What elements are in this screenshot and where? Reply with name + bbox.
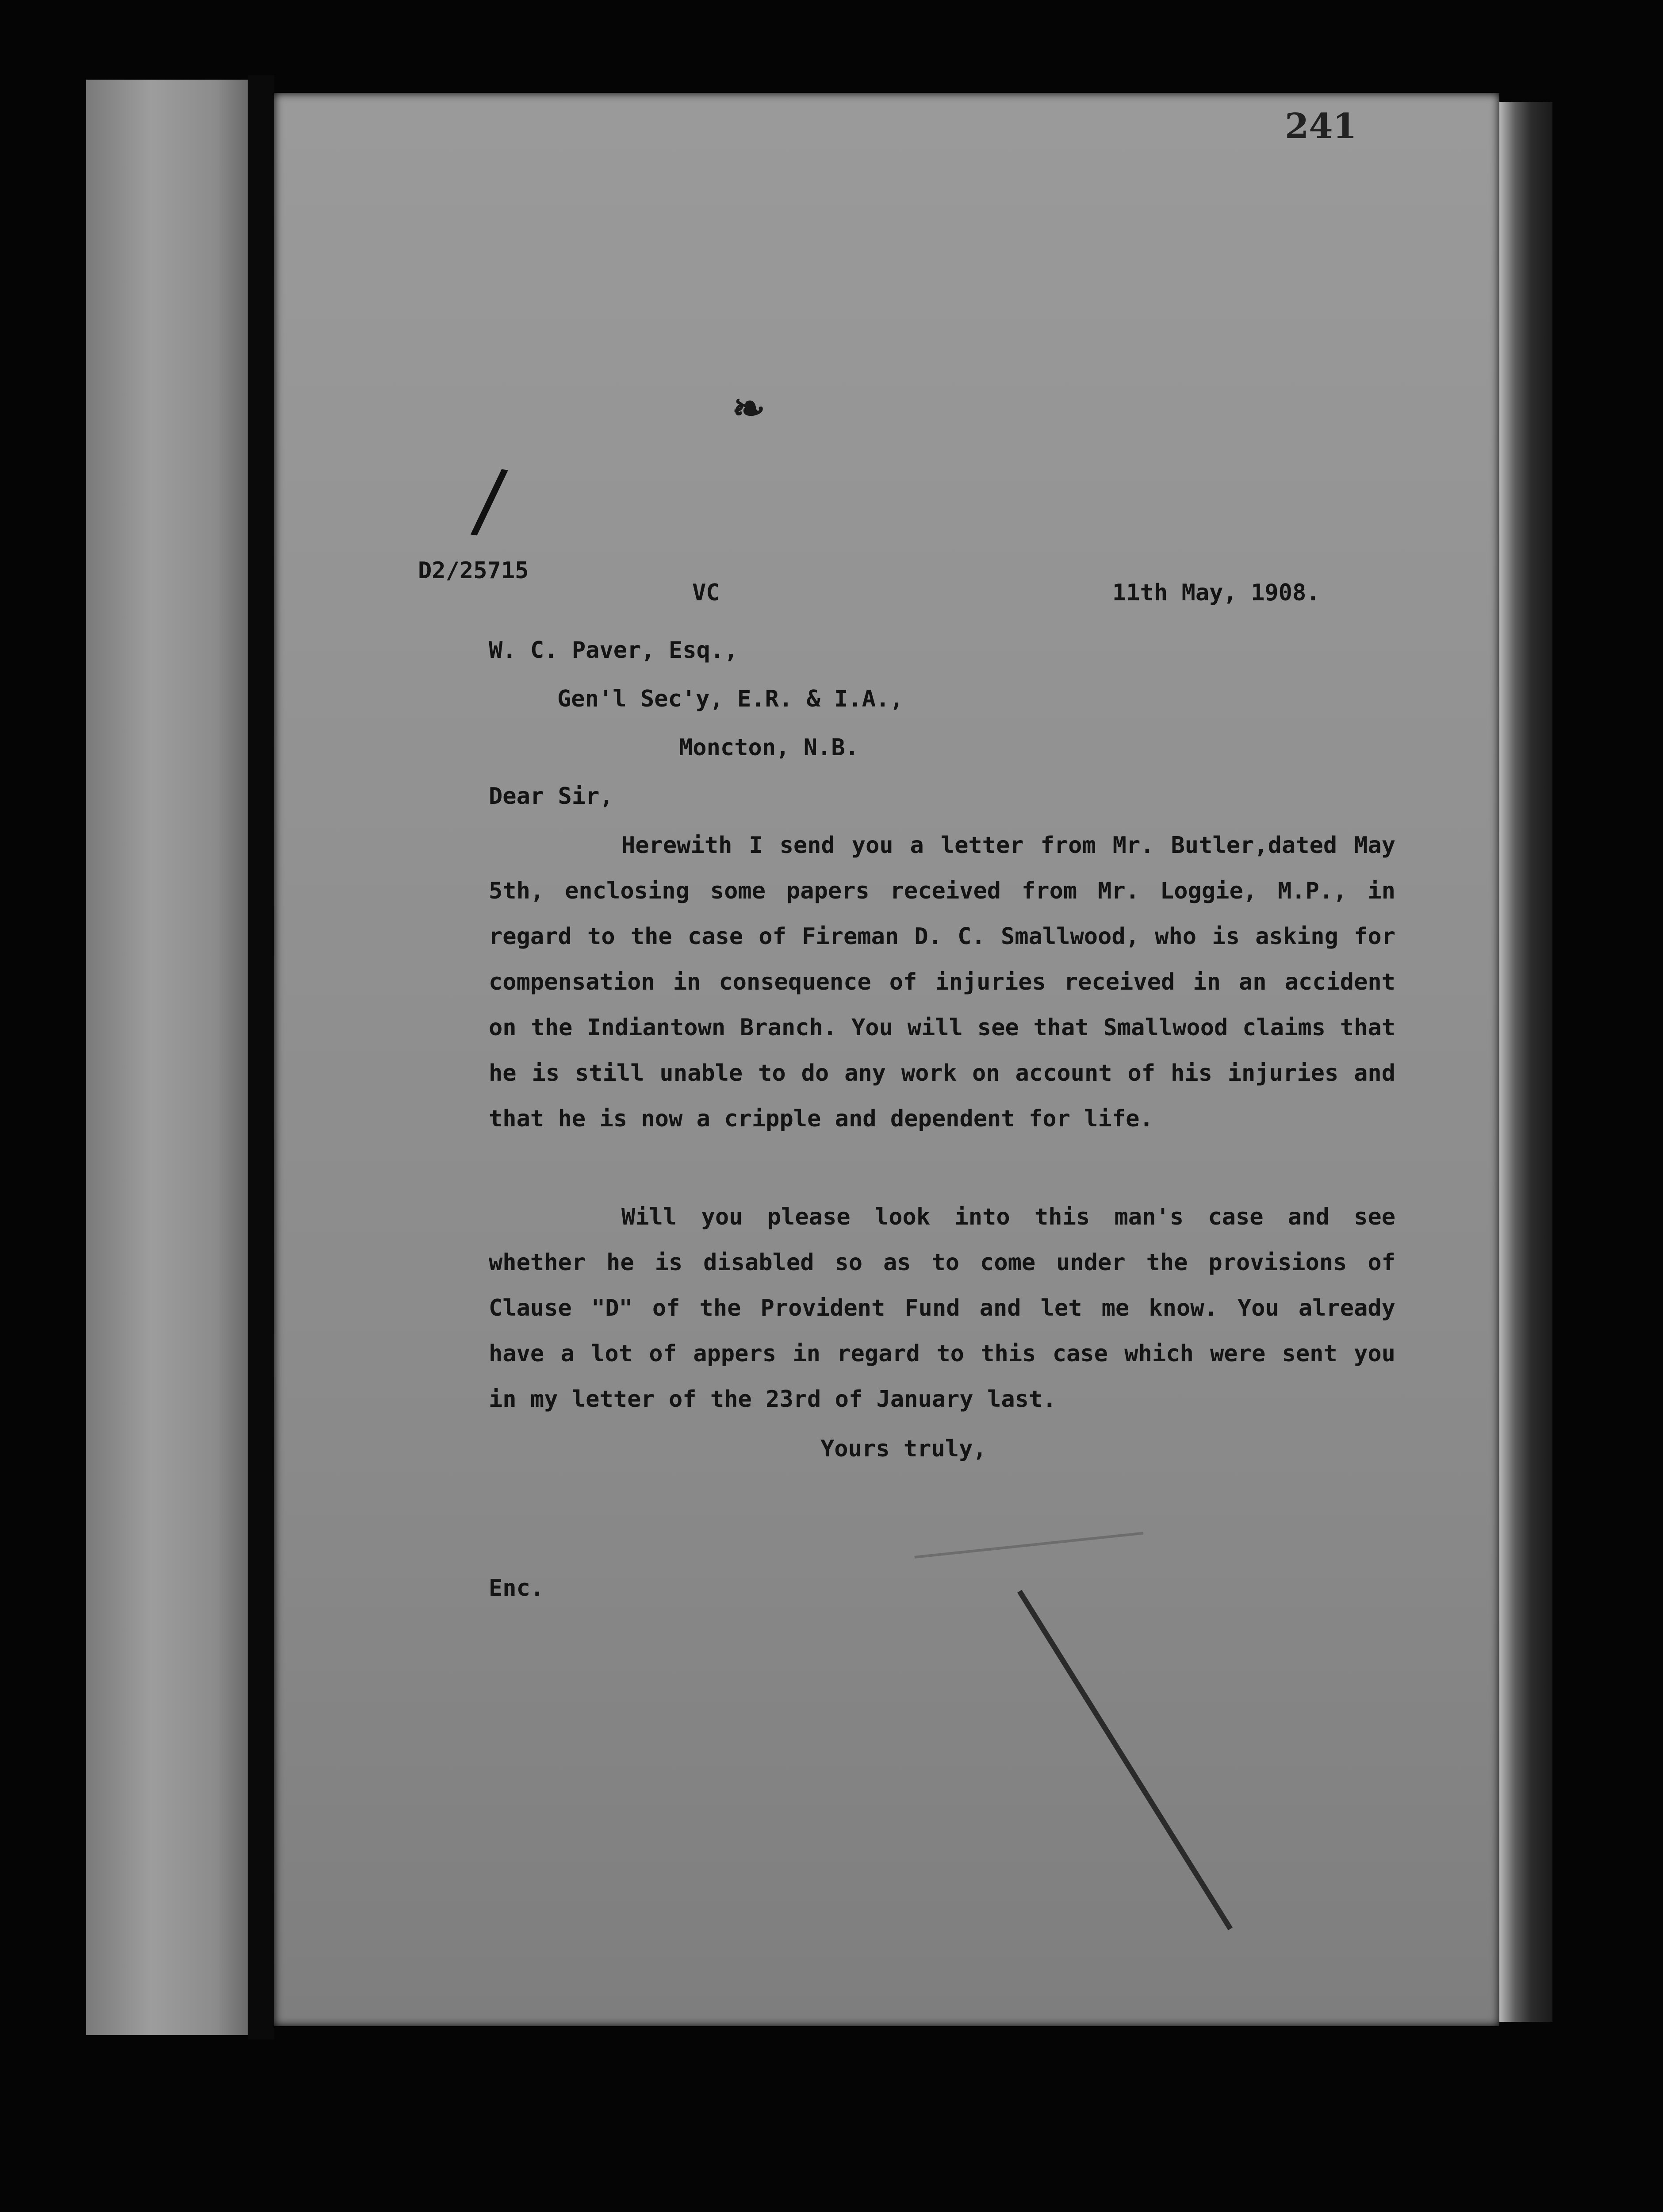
typist-initials: VC	[692, 580, 720, 606]
adjacent-page-strip	[86, 80, 248, 2035]
enclosure-note: Enc.	[489, 1575, 544, 1601]
page-edge-shadow	[1499, 102, 1552, 2022]
recipient-name: W. C. Paver, Esq.,	[489, 637, 738, 664]
binding-gap	[248, 75, 274, 2039]
body-paragraph-2: Will you please look into this man's case and see whether he is disabled so as to come under the provisions of Clause "D" of the Provident Fund and let me know. You already have a lot of appers in regard to this case which were sent you in my letter of the 23rd of January last.	[489, 1204, 1395, 1413]
file-reference: D2/25715	[418, 557, 529, 584]
closing: Yours truly,	[820, 1436, 987, 1462]
margin-check-mark: /	[468, 449, 511, 551]
recipient-title: Gen'l Sec'y, E.R. & I.A.,	[557, 686, 904, 712]
page-number: 241	[1285, 106, 1357, 146]
letter-date: 11th May, 1908.	[1112, 580, 1320, 606]
ink-scribble-mark: ❧	[732, 385, 766, 432]
recipient-city: Moncton, N.B.	[679, 734, 859, 761]
salutation: Dear Sir,	[489, 783, 613, 810]
body-paragraph-1: Herewith I send you a letter from Mr. Butler,dated May 5th, enclosing some papers received from Mr. Loggie, M.P., in regard to the case of Fireman D. C. Smallwood, who is asking for compensation in consequence of injuries received in an accident on the Indiantown Branch. You will see that Smallwood claims that he is still unable to do any work on account of his injuries and that he is now a cripple and dependent for life.	[489, 832, 1395, 1132]
